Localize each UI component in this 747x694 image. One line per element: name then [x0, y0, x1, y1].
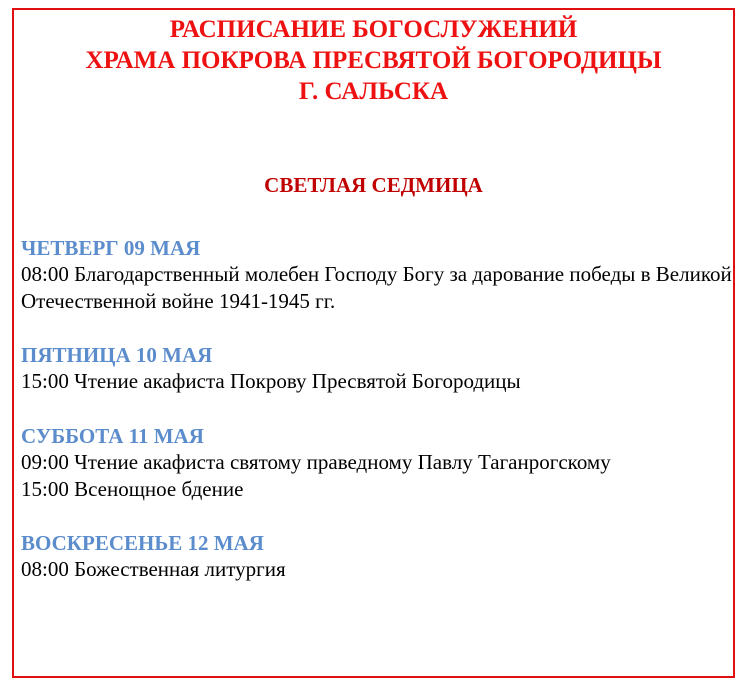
- day-saturday: [21, 423, 733, 503]
- page-title: [12, 14, 735, 107]
- day-thursday: [21, 235, 733, 315]
- day-heading: ПЯТНИЦА 10 МАЯ: [21, 343, 213, 367]
- day-heading: ЧЕТВЕРГ 09 МАЯ: [21, 236, 201, 260]
- service-entry: 08:00 Божественная литургия: [21, 557, 286, 581]
- week-subtitle: СВЕТЛАЯ СЕДМИЦА: [264, 173, 483, 197]
- service-entry: 08:00 Благодарственный молебен Господу Богу за дарование победы в Великой Отечественной войне 1941-1945 гг.: [21, 262, 732, 313]
- service-entry: 09:00 Чтение акафиста святому праведному Павлу Таганрогскому: [21, 450, 611, 474]
- day-sunday: [21, 530, 733, 583]
- service-entry: 15:00 Чтение акафиста Покрову Пресвятой Богородицы: [21, 369, 521, 393]
- title-line-2: ХРАМА ПОКРОВА ПРЕСВЯТОЙ БОГОРОДИЦЫ: [85, 47, 662, 74]
- day-friday: [21, 342, 733, 395]
- title-line-3: Г. САЛЬСКА: [298, 78, 449, 105]
- title-line-1: РАСПИСАНИЕ БОГОСЛУЖЕНИЙ: [169, 16, 578, 43]
- service-entry: 15:00 Всенощное бдение: [21, 477, 244, 501]
- day-heading: ВОСКРЕСЕНЬЕ 12 МАЯ: [21, 531, 264, 555]
- day-heading: СУББОТА 11 МАЯ: [21, 424, 204, 448]
